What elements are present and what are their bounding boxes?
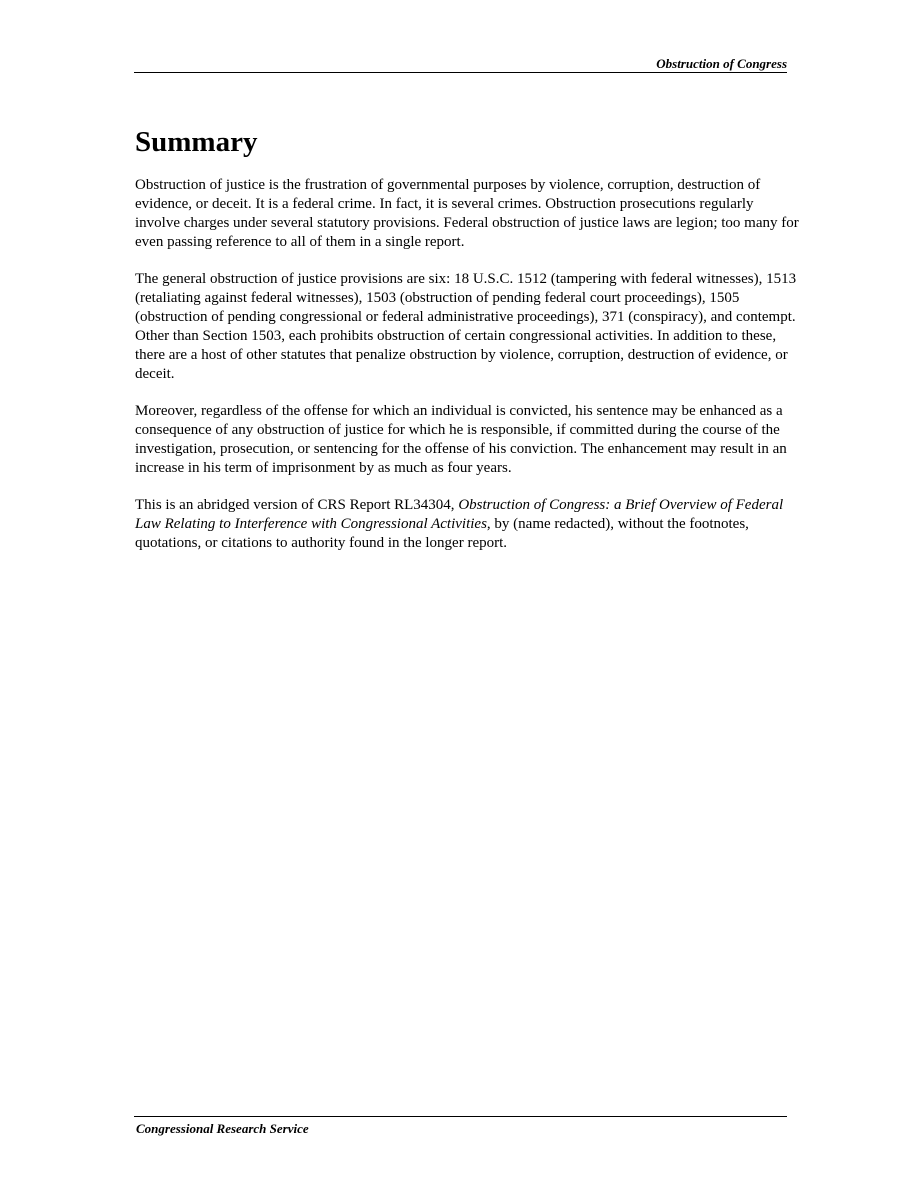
report-title-citation: Obstruction of Congress: a Brief Overview of Federal Law Relating to Interference with Congressional Activities bbox=[135, 497, 784, 532]
running-header: Obstruction of Congress bbox=[656, 56, 787, 71]
summary-paragraph-4 bbox=[135, 496, 800, 553]
summary-paragraph-1: Obstruction of justice is the frustration of governmental purposes by violence, corruption, destruction of evidence, or deceit. It is a federal crime. In fact, it is several crimes. Obstruction prosecutions regularly involve charges under several statutory provisions. Federal obstruction of justice laws are legion; too many for even passing reference to all of them in a single report. bbox=[135, 177, 799, 250]
running-footer: Congressional Research Service bbox=[136, 1121, 309, 1136]
report-reference-suffix: , by (name redacted), without the footnotes, quotations, or citations to authority found in the longer report. bbox=[135, 516, 749, 551]
summary-paragraph-3: Moreover, regardless of the offense for which an individual is convicted, his sentence may be enhanced as a consequence of any obstruction of justice for which he is responsible, if committed during the course of the investigation, prosecution, or sentencing for the offense of his conviction. The enhancement may result in an increase in his term of imprisonment by as much as four years. bbox=[135, 403, 787, 476]
summary-body bbox=[135, 176, 800, 571]
summary-paragraph-2: The general obstruction of justice provisions are six: 18 U.S.C. 1512 (tampering with federal witnesses), 1513 (retaliating against federal witnesses), 1503 (obstruction of pending federal court proceedings), 1505 (obstruction of pending congressional or federal administrative proceedings), 371 (conspiracy), and contempt. Other than Section 1503, each prohibits obstruction of certain congressional activities. In addition to these, there are a host of other statutes that penalize obstruction by violence, corruption, destruction of evidence, or deceit. bbox=[135, 271, 797, 382]
header-divider bbox=[134, 72, 787, 73]
footer-divider bbox=[134, 1116, 787, 1117]
report-reference-text: This is an abridged version of CRS Report RL34304, bbox=[135, 497, 459, 513]
page-title: Summary bbox=[135, 126, 258, 158]
